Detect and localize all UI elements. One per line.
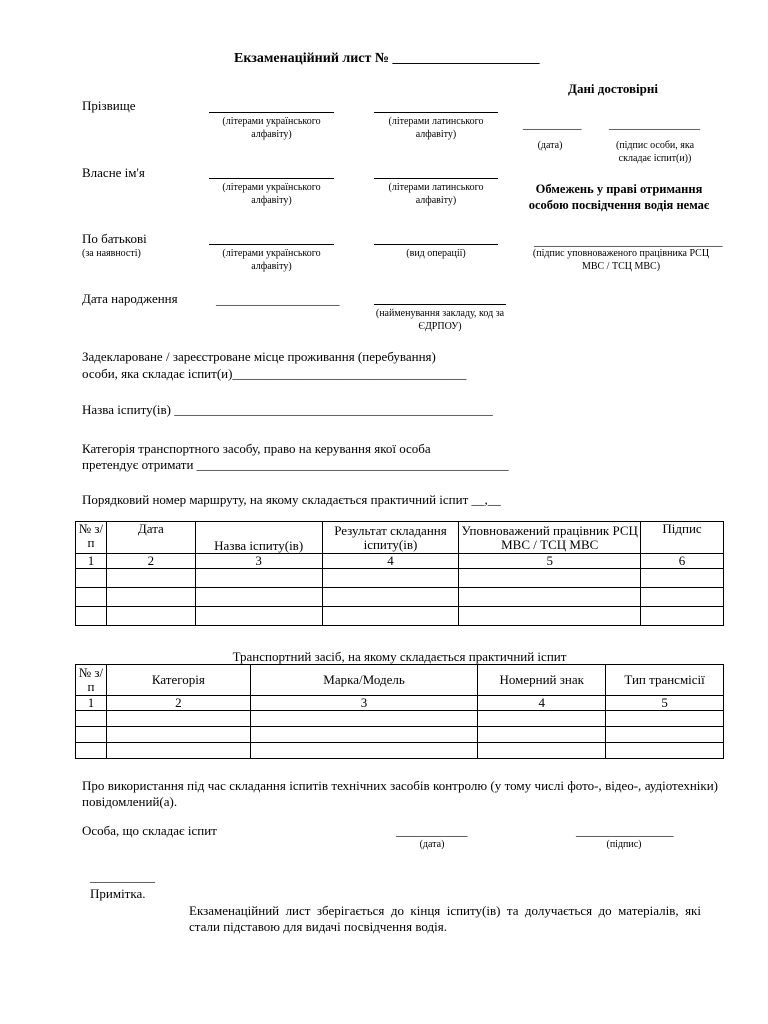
table-row[interactable] [76,743,724,759]
surname-lat-caption: (літерами латинського алфавіту) [388,116,484,140]
patronymic-ukr-line[interactable] [209,244,334,245]
name-lat-caption: (літерами латинського алфавіту) [388,182,484,206]
no-restrictions-text: Обмежень у праві отримання особою посвідчення водія немає [528,182,710,212]
category-label-1: Категорія транспортного засобу, право на керування якої особа [82,441,431,456]
col-number: 4 [478,696,606,711]
table-row[interactable] [76,711,724,727]
officer-sign-caption: (підпис уповноваженого працівника РСЦ МВС / ТСЦ МВС) [532,248,710,272]
patronymic-ukr-caption: (літерами українського алфавіту) [222,248,321,272]
institution-line[interactable] [374,304,506,305]
col-number: 5 [606,696,724,711]
person-sign-line[interactable]: _______________ [576,823,674,838]
col-number: 2 [106,696,250,711]
footnote-label: Примітка. [90,886,146,901]
col-number: 2 [106,554,195,569]
route-number-field[interactable]: Порядковий номер маршруту, на якому складається практичний іспит __,__ [82,492,501,507]
vehicle-table-title: Транспортний засіб, на якому складається практичний іспит [232,649,567,664]
col-number: 4 [322,554,459,569]
name-label: Власне ім'я [82,165,145,180]
name-ukr-line[interactable] [209,178,334,179]
surname-label: Прізвище [82,98,136,113]
col-number: 5 [459,554,641,569]
birth-date-label: Дата народження [82,291,178,306]
address-label-2[interactable]: особи, яка складає іспит(и)____________________________________ [82,366,467,381]
vehicle-header-transmission: Тип трансмісії [606,665,724,696]
patronymic-label: По батькові [82,231,147,246]
valid-date-line: _________ [523,116,582,131]
person-sign-caption: (підпис) [606,839,642,850]
officer-sign-line: _____________________________ [534,233,723,248]
surname-ukr-line[interactable] [209,112,334,113]
col-number: 6 [641,554,724,569]
surname-lat-line[interactable] [374,112,498,113]
col-number: 3 [250,696,478,711]
header-result: Результат складання іспиту(ів) [322,522,459,554]
table-number-row [76,554,724,569]
vehicle-number-row [76,696,724,711]
person-date-caption: (дата) [419,839,445,850]
header-signature: Підпис [641,522,724,554]
table-row[interactable] [76,569,724,588]
institution-caption: (найменування закладу, код за ЄДРПОУ) [375,308,505,332]
footnote-text-1: Екзаменаційний лист зберігається до кінця іспиту(ів) та долучається до матеріалів, які [189,903,701,918]
col-number: 3 [195,554,322,569]
surname-ukr-caption: (літерами українського алфавіту) [222,116,321,140]
footnote-text-2: стали підставою для видачі посвідчення водія. [189,919,447,934]
footnote-rule: __________ [90,869,155,884]
vehicle-header-row [76,665,724,696]
person-label: Особа, що складає іспит [82,823,217,838]
valid-sign-line: ______________ [609,116,700,131]
form-title: Екзаменаційний лист № _____________________ [234,51,540,66]
category-label-2[interactable]: претендує отримати ________________________________________________ [82,457,509,472]
operation-line[interactable] [374,244,498,245]
header-exam-name: Назва іспиту(ів) [195,522,322,554]
operation-caption: (вид операції) [406,248,466,259]
exam-results-table [75,521,724,626]
table-header-row [76,522,724,554]
vehicle-table [75,664,724,759]
vehicle-header-category: Категорія [106,665,250,696]
birth-date-line[interactable]: ___________________ [216,292,340,307]
address-label-1: Задекларoване / зареєстроване місце проживання (перебування) [82,349,436,364]
table-row[interactable] [76,727,724,743]
exam-name-field[interactable]: Назва іспиту(ів) _________________________________________________ [82,402,493,417]
header-officer: Уповноважений працівник РСЦ МВС / ТСЦ МВС [459,522,641,554]
valid-date-caption: (дата) [537,140,563,151]
person-date-line[interactable]: ___________ [396,823,468,838]
name-ukr-caption: (літерами українського алфавіту) [222,182,321,206]
vehicle-header-plate: Номерний знак [478,665,606,696]
table-row[interactable] [76,588,724,607]
patronymic-note: (за наявності) [82,248,141,259]
data-valid-heading: Дані достовірні [568,81,658,96]
valid-sign-caption: (підпис особи, яка складає іспит(и)) [615,140,695,164]
table-row[interactable] [76,607,724,626]
header-date: Дата [106,522,195,554]
col-number: 1 [76,554,107,569]
vehicle-header-no: № з/п [76,665,107,696]
col-number: 1 [76,696,107,711]
technical-means-notice: Про використання під час складання іспитів технічних засобів контролю (у тому числі фото-, відео-, аудіотехніки) повідомлений(а). [82,778,718,809]
name-lat-line[interactable] [374,178,498,179]
vehicle-header-model: Марка/Модель [250,665,478,696]
header-no: № з/п [76,522,107,554]
